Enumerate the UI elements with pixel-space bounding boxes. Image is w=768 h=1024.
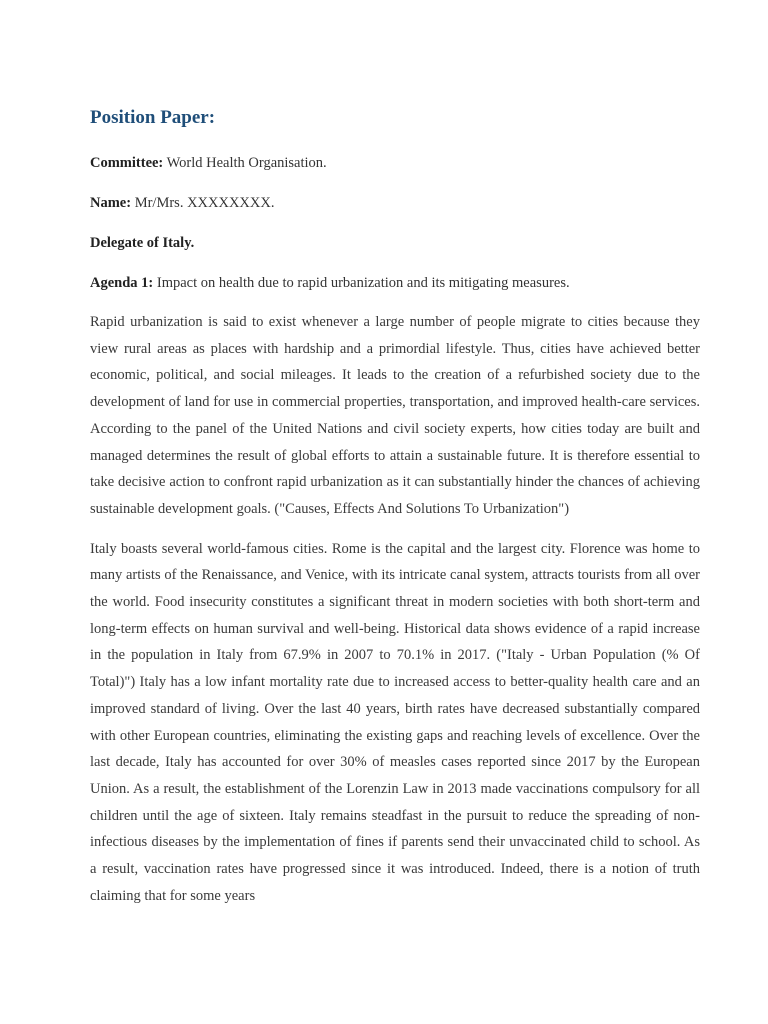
agenda-label: Agenda 1: <box>90 275 154 291</box>
body-paragraph-2: Italy boasts several world-famous cities. Rome is the capital and the largest city. Florence was home to many artists of the Renaissance, and Venice, with its intricate canal system, attracts tourists from all over the world. Food insecurity constitutes a significant threat in modern societies with both short-term and long-term effects on human survival and well-being. Historical data shows evidence of a rapid increase in the population in Italy from 67.9% in 2007 to 70.1% in 2017. ("Italy - Urban Population (% Of Total)") Italy has a low infant mortality rate due to increased access to better-quality health care and an improved standard of living. Over the last 40 years, birth rates have decreased substantially compared with other European countries, eliminating the existing gaps and reaching levels of excellence. Over the last decade, Italy has accounted for over 30% of measles cases reported since 2017 by the European Union. As a result, the establishment of the Lorenzin Law in 2013 made vaccinations compulsory for all children until the age of sixteen. Italy remains steadfast in the pursuit to reduce the spreading of non-infectious diseases by the implementation of fines if parents send their unvaccinated child to school. As a result, vaccination rates have progressed since it was introduced. Indeed, there is a notion of truth claiming that for some years <box>90 540 700 904</box>
committee-value: World Health Organisation. <box>163 155 327 171</box>
body-paragraph-1: Rapid urbanization is said to exist whenever a large number of people migrate to cities because they view rural areas as places with hardship and a primordial lifestyle. Thus, cities have achieved better economic, political, and social mileages. It leads to the creation of a refurbished society due to the development of land for use in commercial properties, transportation, and improved health-care services. According to the panel of the United Nations and civil society experts, how cities today are built and managed determines the result of global efforts to attain a sustainable future. It is therefore essential to take decisive action to confront rapid urbanization as it can substantially hinder the chances of achieving sustainable development goals. ("Causes, Effects And Solutions To Urbanization") <box>90 314 700 517</box>
name-label: Name: <box>90 195 132 211</box>
agenda-value: Impact on health due to rapid urbanization and its mitigating measures. <box>153 275 570 291</box>
committee-line <box>90 153 700 173</box>
delegate-label: Delegate of Italy. <box>90 235 195 251</box>
name-value: Mr/Mrs. XXXXXXXX. <box>131 195 275 211</box>
document-title: Position Paper: <box>90 107 216 128</box>
committee-label: Committee: <box>90 155 164 171</box>
name-line <box>90 193 700 213</box>
document-page <box>90 103 700 922</box>
delegate-line <box>90 233 700 253</box>
agenda-line <box>90 273 700 293</box>
